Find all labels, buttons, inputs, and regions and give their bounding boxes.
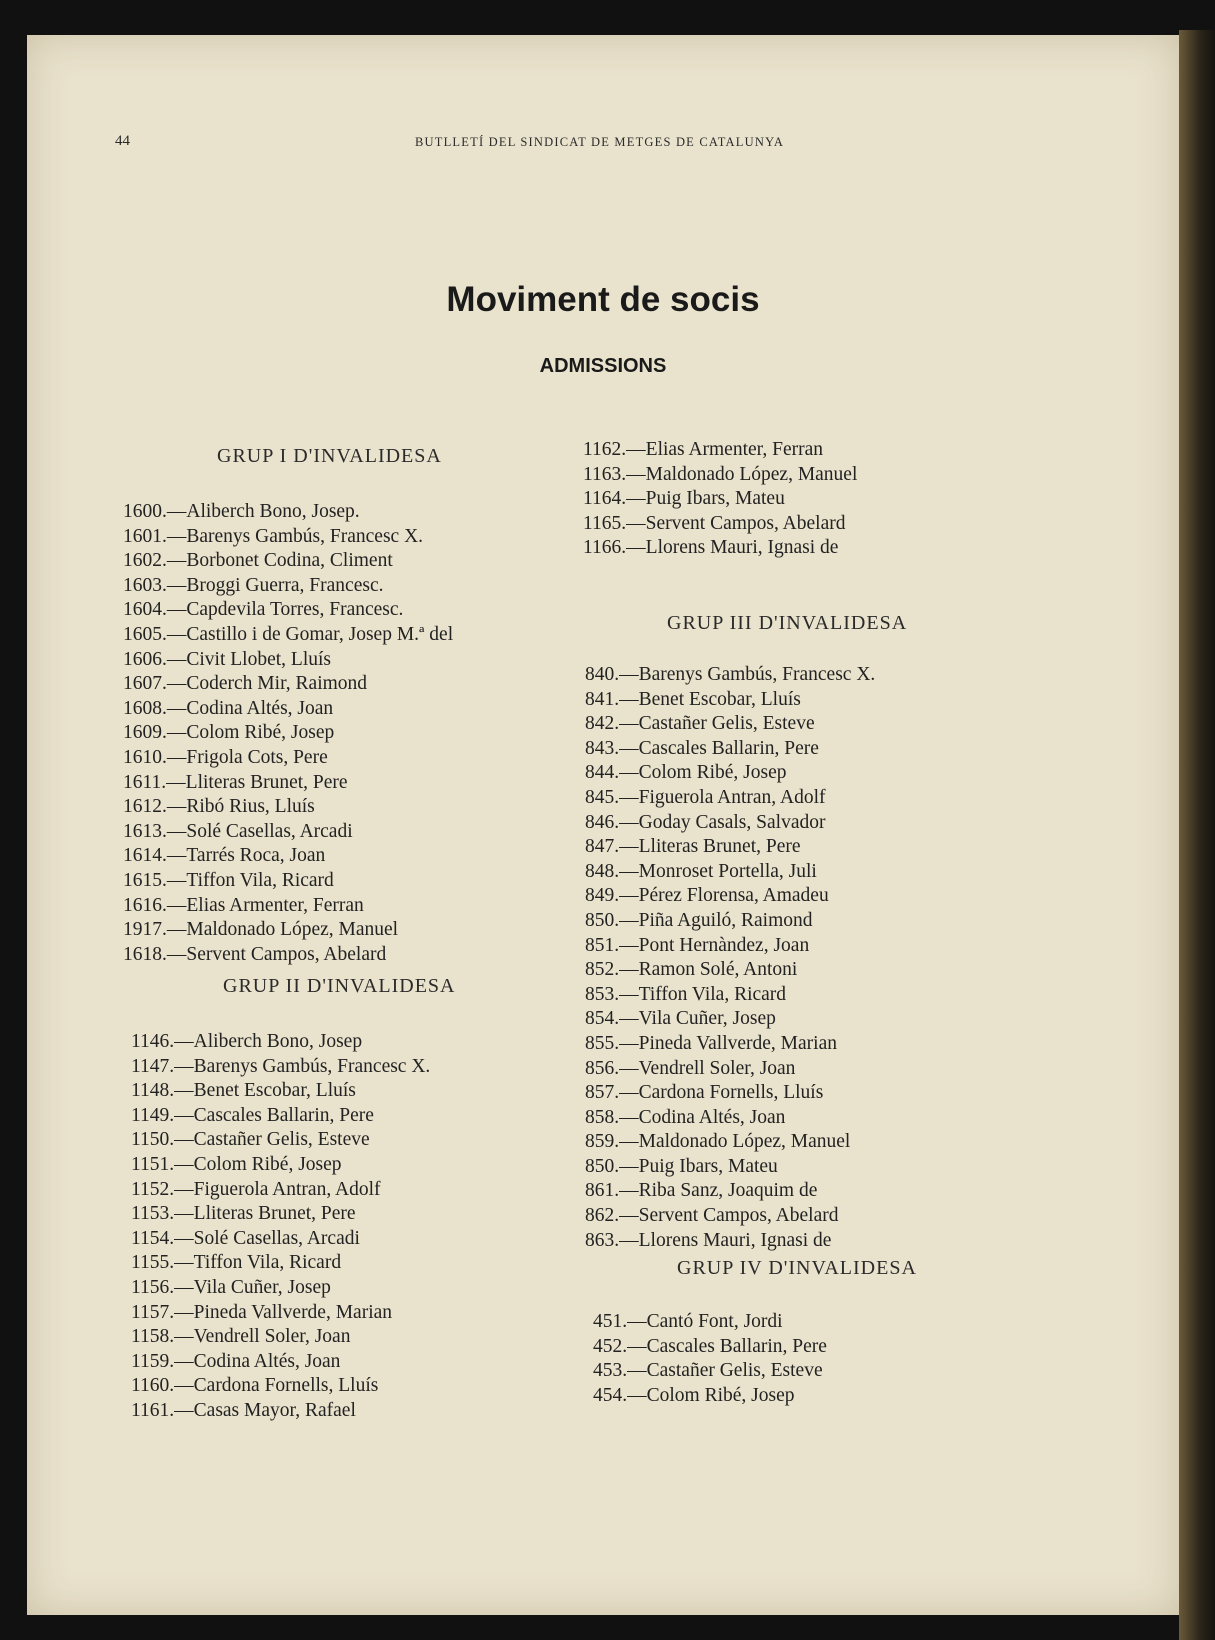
- list-item: 1147.—Barenys Gambús, Francesc X.: [131, 1055, 431, 1077]
- group-2-continued-list: [583, 438, 857, 561]
- list-item: 861.—Riba Sanz, Joaquim de: [585, 1180, 818, 1202]
- list-item: 1154.—Solé Casellas, Arcadi: [131, 1227, 360, 1249]
- list-item: 842.—Castañer Gelis, Esteve: [585, 713, 815, 735]
- list-item: 1606.—Civit Llobet, Lluís: [123, 648, 331, 670]
- list-item: 454.—Colom Ribé, Josep: [593, 1384, 795, 1406]
- group-4-heading: GRUP IV D'INVALIDESA: [677, 1257, 917, 1279]
- list-item: 1917.—Maldonado López, Manuel: [123, 919, 399, 941]
- list-item: 1160.—Cardona Fornells, Lluís: [131, 1375, 379, 1397]
- list-item: 847.—Lliteras Brunet, Pere: [585, 836, 801, 858]
- list-item: 851.—Pont Hernàndez, Joan: [585, 934, 810, 956]
- list-item: 844.—Colom Ribé, Josep: [585, 762, 787, 784]
- list-item: 1612.—Ribó Rius, Lluís: [123, 796, 315, 818]
- list-item: 1148.—Benet Escobar, Lluís: [131, 1080, 356, 1102]
- list-item: 862.—Servent Campos, Abelard: [585, 1205, 839, 1227]
- list-item: 1152.—Figuerola Antran, Adolf: [131, 1178, 381, 1200]
- list-item: 843.—Cascales Ballarin, Pere: [585, 737, 819, 759]
- list-item: 857.—Cardona Fornells, Lluís: [585, 1082, 824, 1104]
- list-item: 856.—Vendrell Soler, Joan: [585, 1057, 796, 1079]
- list-item: 1607.—Coderch Mir, Raimond: [123, 673, 368, 695]
- group-2-heading: GRUP II D'INVALIDESA: [223, 975, 456, 997]
- list-item: 846.—Goday Casals, Salvador: [585, 811, 826, 833]
- list-item: 1149.—Cascales Ballarin, Pere: [131, 1104, 374, 1126]
- list-item: 863.—Llorens Mauri, Ignasi de: [585, 1229, 832, 1251]
- list-item: 850.—Puig Ibars, Mateu: [585, 1155, 778, 1177]
- list-item: 850.—Piña Aguiló, Raimond: [585, 909, 813, 931]
- list-item: 1605.—Castillo i de Gomar, Josep M.ª del: [123, 623, 454, 645]
- group-1-heading: GRUP I D'INVALIDESA: [217, 445, 442, 467]
- list-item: 852.—Ramon Solé, Antoni: [585, 959, 798, 981]
- list-item: 858.—Codina Altés, Joan: [585, 1106, 786, 1128]
- list-item: 1165.—Servent Campos, Abelard: [583, 512, 846, 534]
- list-item: 1615.—Tiffon Vila, Ricard: [123, 869, 334, 891]
- page-number: 44: [115, 133, 130, 149]
- list-item: 849.—Pérez Florensa, Amadeu: [585, 885, 829, 907]
- list-item: 1157.—Pineda Vallverde, Marian: [131, 1301, 393, 1323]
- list-item: 1600.—Aliberch Bono, Josep.: [123, 501, 360, 522]
- list-item: 853.—Tiffon Vila, Ricard: [585, 983, 787, 1005]
- list-item: 1161.—Casas Mayor, Rafael: [131, 1399, 356, 1421]
- list-item: 1162.—Elias Armenter, Ferran: [583, 439, 824, 460]
- group-3-heading: GRUP III D'INVALIDESA: [667, 612, 908, 634]
- running-head: BUTLLETÍ DEL SINDICAT DE METGES DE CATALUNYA: [415, 135, 785, 149]
- list-item: 845.—Figuerola Antran, Adolf: [585, 786, 826, 808]
- list-item: 855.—Pineda Vallverde, Marian: [585, 1032, 837, 1054]
- list-item: 859.—Maldonado López, Manuel: [585, 1131, 851, 1153]
- list-item: 451.—Cantó Font, Jordi: [593, 1311, 783, 1332]
- group-3-list: [585, 663, 875, 1253]
- list-item: 1166.—Llorens Mauri, Ignasi de: [583, 537, 839, 559]
- list-item: 1159.—Codina Altés, Joan: [131, 1350, 341, 1372]
- list-item: 1146.—Aliberch Bono, Josep: [131, 1031, 363, 1052]
- list-item: 1153.—Lliteras Brunet, Pere: [131, 1203, 356, 1225]
- list-item: 1616.—Elias Armenter, Ferran: [123, 894, 364, 916]
- list-item: 1164.—Puig Ibars, Mateu: [583, 488, 785, 510]
- list-item: 1613.—Solé Casellas, Arcadi: [123, 820, 353, 842]
- group-2-list: [131, 1030, 430, 1424]
- list-item: 1601.—Barenys Gambús, Francesc X.: [123, 525, 424, 547]
- list-item: 453.—Castañer Gelis, Esteve: [593, 1360, 823, 1382]
- list-item: 1618.—Servent Campos, Abelard: [123, 943, 387, 965]
- list-item: 840.—Barenys Gambús, Francesc X.: [585, 664, 876, 685]
- list-item: 841.—Benet Escobar, Lluís: [585, 688, 801, 710]
- list-item: 1614.—Tarrés Roca, Joan: [123, 845, 326, 867]
- list-item: 1150.—Castañer Gelis, Esteve: [131, 1129, 370, 1151]
- list-item: 1604.—Capdevila Torres, Francesc.: [123, 599, 404, 621]
- list-item: 848.—Monroset Portella, Juli: [585, 860, 817, 882]
- list-item: 1608.—Codina Altés, Joan: [123, 697, 334, 719]
- group-4-list: [593, 1310, 827, 1408]
- group-1-list: [123, 500, 453, 967]
- list-item: 1158.—Vendrell Soler, Joan: [131, 1326, 351, 1348]
- list-item: 1156.—Vila Cuñer, Josep: [131, 1276, 331, 1298]
- list-item: 1610.—Frigola Cots, Pere: [123, 746, 328, 768]
- list-item: 1163.—Maldonado López, Manuel: [583, 463, 858, 485]
- list-item: 854.—Vila Cuñer, Josep: [585, 1008, 776, 1030]
- page-title: Moviment de socis: [446, 280, 760, 319]
- book-spine: [1179, 30, 1215, 1640]
- list-item: 1151.—Colom Ribé, Josep: [131, 1153, 342, 1175]
- section-subtitle: ADMISSIONS: [539, 355, 667, 377]
- list-item: 1602.—Borbonet Codina, Climent: [123, 550, 393, 572]
- document-page: [27, 35, 1179, 1615]
- list-item: 1609.—Colom Ribé, Josep: [123, 722, 335, 744]
- list-item: 452.—Cascales Ballarin, Pere: [593, 1335, 827, 1357]
- list-item: 1611.—Lliteras Brunet, Pere: [123, 771, 348, 793]
- list-item: 1603.—Broggi Guerra, Francesc.: [123, 574, 384, 596]
- list-item: 1155.—Tiffon Vila, Ricard: [131, 1252, 342, 1274]
